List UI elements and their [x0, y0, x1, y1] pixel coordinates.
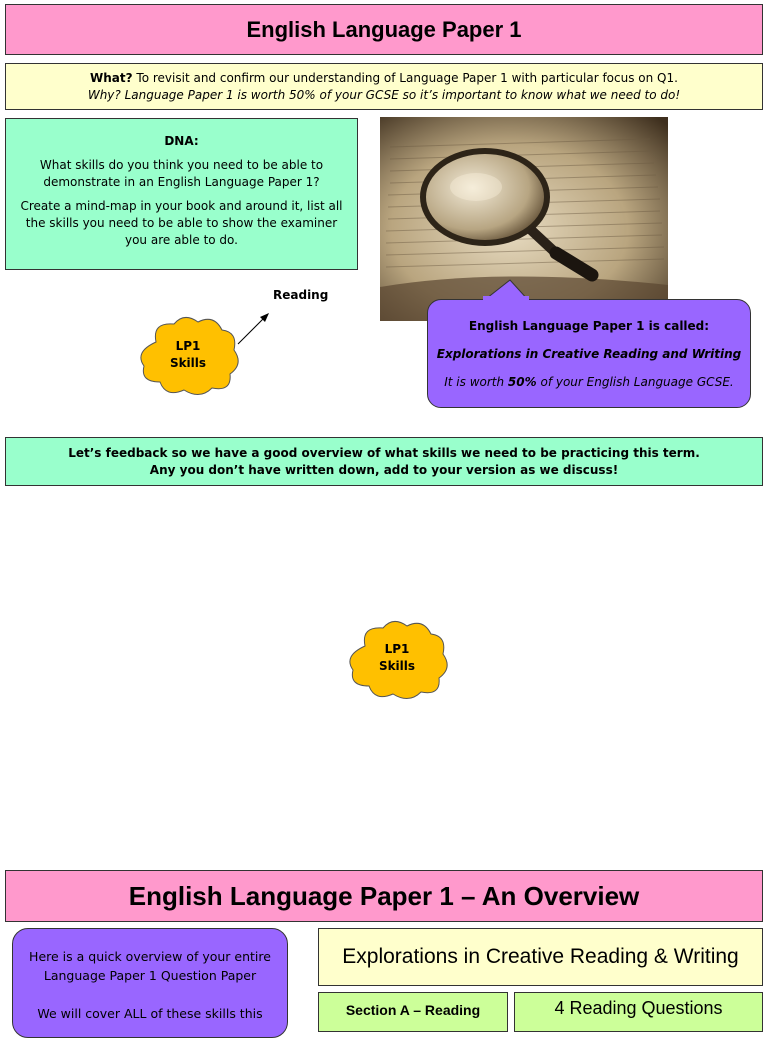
intro-para1: Here is a quick overview of your entire Language Paper 1 Question Paper: [29, 949, 271, 983]
feedback-box: [5, 437, 763, 486]
why-line: Why? Language Paper 1 is worth 50% of your GCSE so it’s important to know what we need to do!: [87, 88, 681, 102]
dna-instruction: Create a mind-map in your book and around it, list all the skills you need to be able to show the examiner you are able to do.: [20, 199, 343, 247]
callout-worth-post: of your English Language GCSE.: [536, 375, 734, 389]
dna-box: [5, 118, 358, 270]
callout-worth: [428, 374, 750, 391]
section-a-box: Section A – Reading: [318, 992, 508, 1032]
lp1-skills-cloud: [134, 312, 242, 398]
callout-line1: English Language Paper 1 is called:: [468, 319, 710, 333]
feedback-line2: Any you don’t have written down, add to your version as we discuss!: [149, 463, 619, 477]
dna-heading: DNA:: [164, 134, 199, 148]
dna-question: What skills do you think you need to be able to demonstrate in an English Language Paper 1?: [39, 158, 324, 189]
what-text: To revisit and confirm our understanding of Language Paper 1 with particular focus on Q1.: [132, 71, 678, 85]
arrow-icon: [236, 308, 276, 348]
what-label: What?: [90, 71, 133, 85]
what-line: [6, 70, 762, 87]
cloud-line2: Skills: [378, 659, 416, 673]
reading-label: Reading: [273, 288, 329, 302]
intro-para2: We will cover ALL of these skills this: [37, 1006, 263, 1021]
overview-intro-box: [12, 928, 288, 1038]
callout-worth-pre: It is worth: [444, 375, 508, 389]
slide1-title: English Language Paper 1: [5, 4, 763, 55]
callout-paper-name: Explorations in Creative Reading and Writing: [436, 347, 742, 361]
cloud-line1: LP1: [384, 642, 410, 656]
callout-worth-percent: 50%: [507, 375, 537, 389]
cloud-line2: Skills: [169, 356, 207, 370]
lp1-skills-cloud-center: [343, 616, 451, 702]
cloud-line1: LP1: [175, 339, 201, 353]
what-why-box: [5, 63, 763, 110]
slide3-title: English Language Paper 1 – An Overview: [5, 870, 763, 922]
feedback-line1: Let’s feedback so we have a good overview of what skills we need to be practicing this term.: [68, 446, 700, 460]
paper-info-callout: [427, 299, 751, 408]
explorations-box: Explorations in Creative Reading & Writing: [318, 928, 763, 986]
callout-pointer-cover: [470, 296, 540, 302]
reading-questions-box: 4 Reading Questions: [514, 992, 763, 1032]
